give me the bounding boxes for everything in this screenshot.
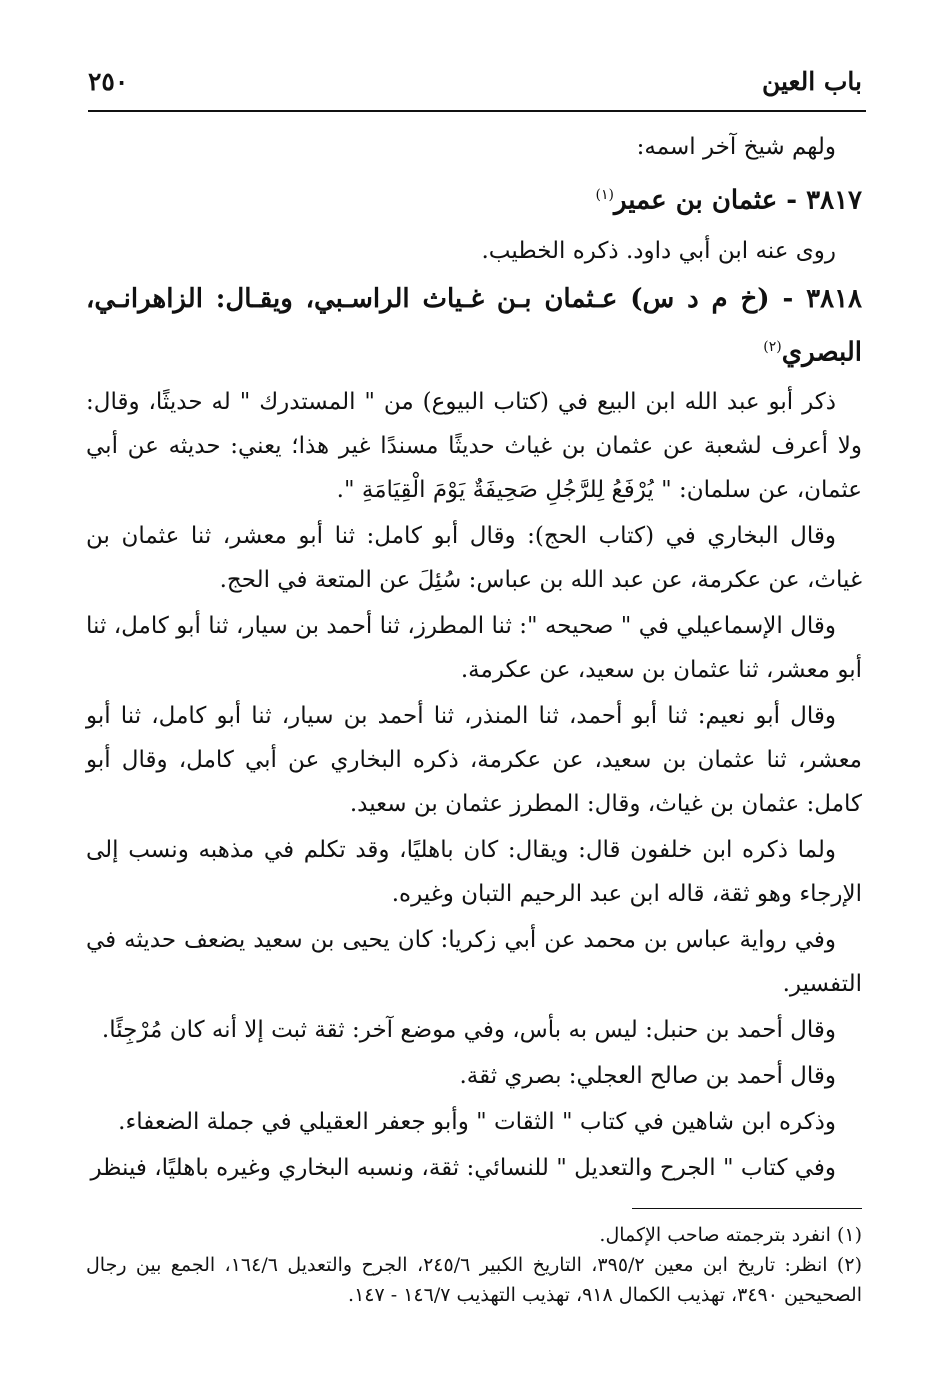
header-divider	[88, 110, 866, 112]
paragraph: وقال أبو نعيم: ثنا أبو أحمد، ثنا المنذر، ثنا أحمد بن سيار، ثنا أبو كامل، ثنا أبو معشر، ثنا عثمان بن سعيد، عن عكرمة، ذكره البخاري عن أبي كامل، وقال أبو كامل: عثمان بن غياث، وقال: المطرز عثمان بن سعيد.	[86, 703, 862, 818]
paragraph: ذكر أبو عبد الله ابن البيع في (كتاب البيوع) من " المستدرك " له حديثًا، وقال: ولا أعرف لشعبة عن عثمان بن غياث حديثًا مسندًا غير هذا؛ يعني: حديثه عن أبي عثمان، عن سلمان: " يُرْفَعُ لِلرَّجُلِ صَحِيفَةٌ يَوْمَ الْقِيَامَةِ ".	[86, 389, 862, 504]
footnote-1: (١) انفرد بترجمته صاحب الإكمال.	[599, 1224, 862, 1246]
footnote-ref: (١)	[595, 187, 614, 203]
footnote-divider	[632, 1208, 862, 1209]
entry-heading-3817	[86, 171, 862, 225]
entry-name: - عثمان بن عمير	[613, 185, 798, 216]
paragraph: روى عنه ابن أبي داود. ذكره الخطيب.	[481, 237, 836, 264]
paragraph: وذكره ابن شاهين في كتاب " الثقات " وأبو جعفر العقيلي في جملة الضعفاء.	[118, 1109, 836, 1136]
paragraph: ولهم شيخ آخر اسمه:	[636, 134, 836, 160]
footnote-ref: (٢)	[763, 338, 782, 355]
paragraph: وقال الإسماعيلي في " صحيحه ": ثنا المطرز، ثنا أحمد بن سيار، ثنا أبو كامل، ثنا أبو معشر، ثنا عثمان بن سعيد، عن عكرمة.	[86, 613, 862, 684]
entry-number: ٣٨١٧	[806, 185, 862, 216]
footnote-2: (٢) انظر: تاريخ ابن معين ٣٩٥/٢، التاريخ الكبير ٢٤٥/٦، الجرح والتعديل ١٦٤/٦، الجمع بين رجال الصحيحين ٣٤٩٠، تهذيب الكمال ٩١٨، تهذيب التهذيب ١٤٦/٧ - ١٤٧.	[86, 1254, 862, 1306]
main-text	[86, 125, 862, 1192]
paragraph: وفي كتاب " الجرح والتعديل " للنسائي: ثقة، ونسبه البخاري وغيره باهليًا، فينظر	[90, 1155, 836, 1182]
paragraph: وقال أحمد بن حنبل: ليس به بأس، وفي موضع آخر: ثقة ثبت إلا أنه كان مُرْجِئًا.	[101, 1017, 836, 1044]
chapter-title: باب العين	[761, 67, 862, 96]
paragraph: وقال أحمد بن صالح العجلي: بصري ثقة.	[459, 1063, 836, 1090]
paragraph: ولما ذكره ابن خلفون قال: ويقال: كان باهليًا، وقد تكلم في مذهبه ونسب إلى الإرجاء وهو ثقة، قاله ابن عبد الرحيم التبان وغيره.	[86, 837, 862, 908]
paragraph: وقال البخاري في (كتاب الحج): وقال أبو كامل: ثنا أبو معشر، ثنا عثمان بن غياث، عن عكرمة، عن عبد الله بن عباس: سُئِلَ عن المتعة في الحج.	[86, 523, 862, 594]
entry-heading-3818	[86, 275, 862, 377]
page-number: ٢٥٠	[88, 67, 129, 96]
entry-number: ٣٨١٨	[806, 283, 862, 314]
entry-name: - (خ م د س) عـثمان بـن غـياث الراسـبي، ويقـال: الزاهرانـي، البصري	[86, 283, 862, 368]
footnotes	[86, 1220, 862, 1310]
paragraph: وفي رواية عباس بن محمد عن أبي زكريا: كان يحيى بن سعيد يضعف حديثه في التفسير.	[86, 927, 862, 998]
